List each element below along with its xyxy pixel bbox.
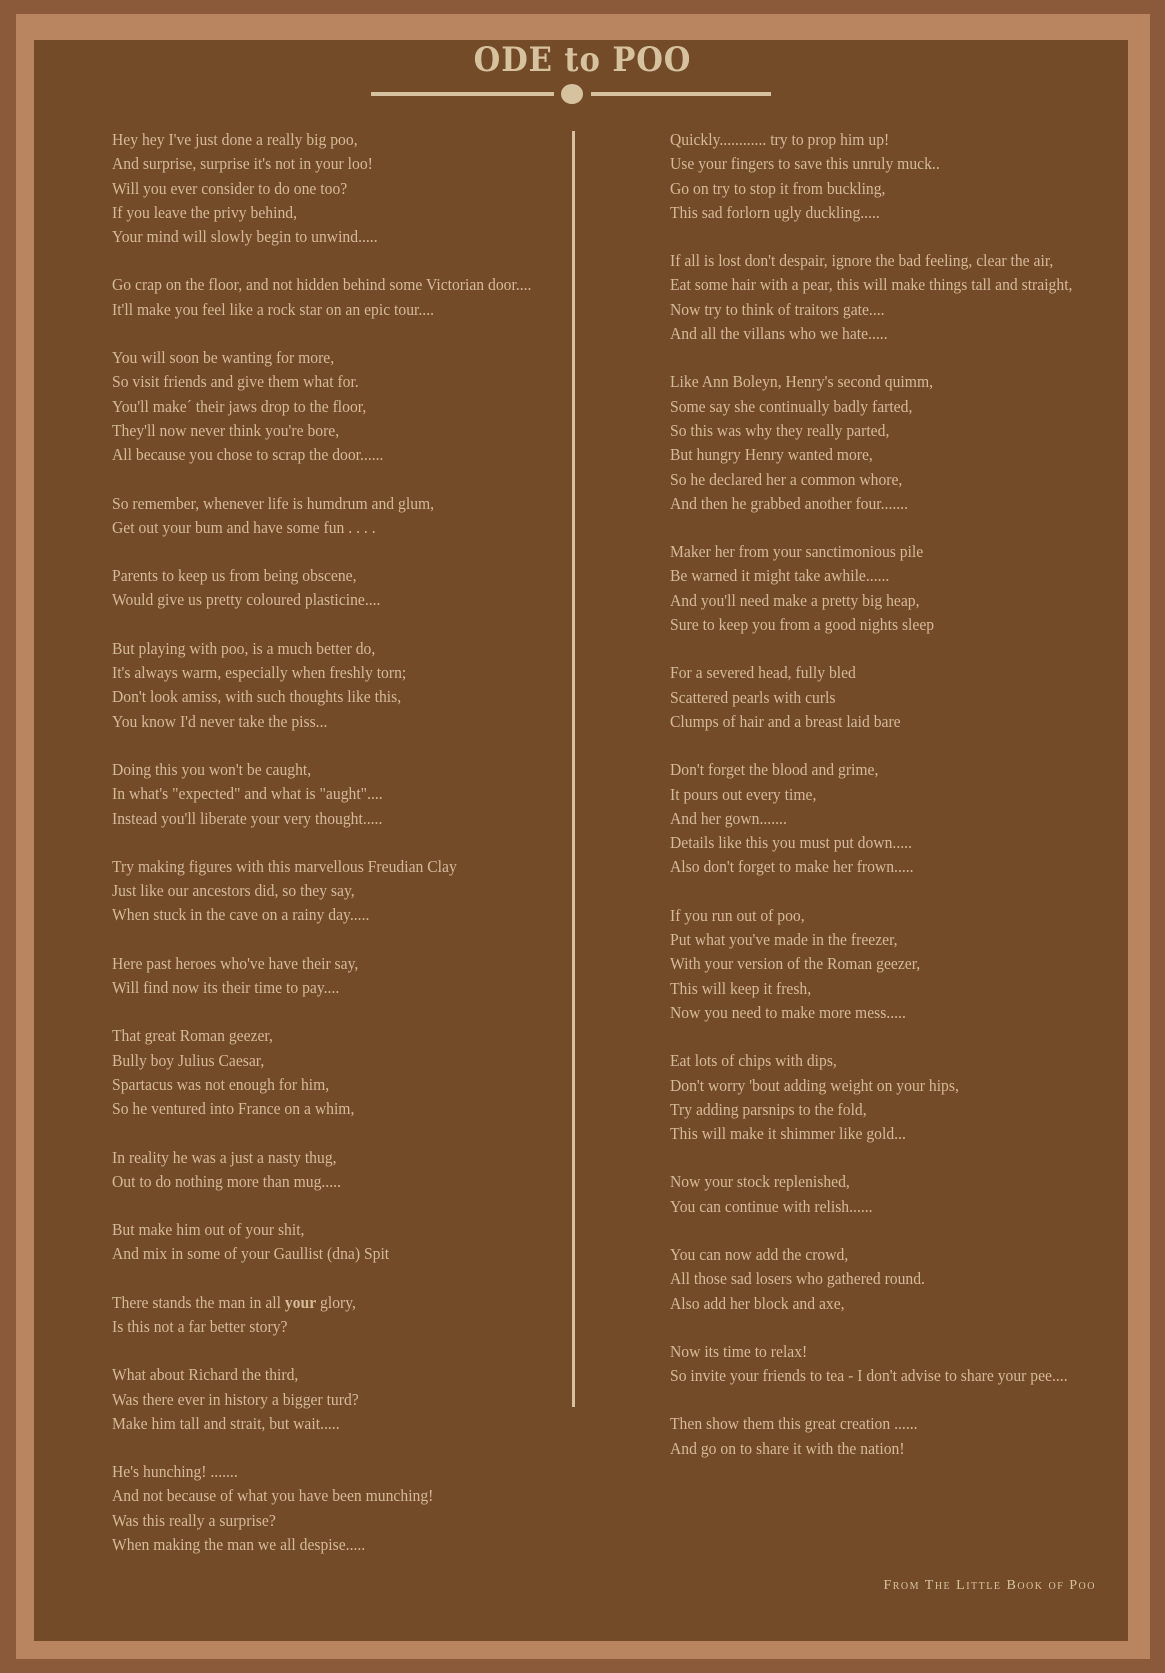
title-ornament-dot bbox=[561, 84, 583, 104]
poem-line: You know I'd never take the piss... bbox=[112, 711, 328, 731]
poem-line: If you run out of poo, bbox=[670, 905, 805, 925]
stanza bbox=[670, 661, 1110, 734]
stanza bbox=[112, 492, 552, 541]
stanza bbox=[112, 1363, 552, 1436]
poem-line: In reality he was a just a nasty thug, bbox=[112, 1147, 337, 1167]
poem-line: If you leave the privy behind, bbox=[112, 202, 298, 222]
poem-line: But make him out of your shit, bbox=[112, 1220, 305, 1240]
poem-line: Don't look amiss, with such thoughts like this, bbox=[112, 687, 402, 707]
poem-line: This sad forlorn ugly duckling..... bbox=[670, 202, 880, 222]
poem-line: Doing this you won't be caught, bbox=[112, 759, 312, 779]
stanza bbox=[670, 1412, 1110, 1461]
stanza bbox=[112, 128, 552, 249]
poem-line: You can now add the crowd, bbox=[670, 1244, 849, 1264]
poem-line: Was this really a surprise? bbox=[112, 1510, 276, 1530]
stanza bbox=[670, 1170, 1110, 1219]
poem-line: And all the villans who we hate..... bbox=[670, 324, 888, 344]
stanza bbox=[112, 637, 552, 734]
stanza bbox=[112, 758, 552, 831]
poem-line: Clumps of hair and a breast laid bare bbox=[670, 711, 901, 731]
stanza bbox=[670, 370, 1110, 516]
poem-line: For a severed head, fully bled bbox=[670, 663, 856, 683]
poem-line: Get out your bum and have some fun . . . . bbox=[112, 517, 376, 537]
poem-line: Bully boy Julius Caesar, bbox=[112, 1050, 265, 1070]
poem-line: Don't forget the blood and grime, bbox=[670, 760, 879, 780]
poem-line: Also don't forget to make her frown..... bbox=[670, 857, 914, 877]
poem-line: You'll make´ their jaws drop to the floor, bbox=[112, 396, 367, 416]
stanza bbox=[670, 1340, 1110, 1389]
poem-line: Eat some hair with a pear, this will make things tall and straight, bbox=[670, 275, 1073, 295]
poem-line: And then he grabbed another four....... bbox=[670, 493, 909, 513]
poem-line: It'll make you feel like a rock star on an epic tour.... bbox=[112, 299, 435, 319]
poem-line: Then show them this great creation ...... bbox=[670, 1414, 918, 1434]
poem-line: When stuck in the cave on a rainy day..... bbox=[112, 905, 370, 925]
stanza bbox=[670, 128, 1110, 225]
poem-line: If all is lost don't despair, ignore the bad feeling, clear the air, bbox=[670, 251, 1054, 271]
stanza bbox=[112, 346, 552, 467]
poem-line: Also add her block and axe, bbox=[670, 1293, 845, 1313]
stanza bbox=[670, 904, 1110, 1025]
poem-line: Is this not a far better story? bbox=[112, 1316, 288, 1336]
poem-line: All those sad losers who gathered round. bbox=[670, 1269, 925, 1289]
poem-line: And her gown....... bbox=[670, 808, 787, 828]
poem-line: Go crap on the floor, and not hidden behind some Victorian door.... bbox=[112, 275, 532, 295]
poem-line: When making the man we all despise..... bbox=[112, 1535, 366, 1555]
book-credit: From The Little Book of Poo bbox=[883, 1578, 1096, 1593]
poem-line: Now you need to make more mess..... bbox=[670, 1002, 906, 1022]
poem-line: But hungry Henry wanted more, bbox=[670, 445, 873, 465]
stanza bbox=[670, 540, 1110, 637]
stanza bbox=[112, 952, 552, 1001]
poem-line: Just like our ancestors did, so they say, bbox=[112, 881, 355, 901]
poem-line: And not because of what you have been munching! bbox=[112, 1486, 434, 1506]
poem-line: Some say she continually badly farted, bbox=[670, 396, 913, 416]
stanza bbox=[112, 855, 552, 928]
poem-line: And go on to share it with the nation! bbox=[670, 1438, 905, 1458]
stanza bbox=[112, 1218, 552, 1267]
poem-line: And surprise, surprise it's not in your loo! bbox=[112, 154, 373, 174]
poem-line: Make him tall and strait, but wait..... bbox=[112, 1413, 340, 1433]
poem-line: Here past heroes who've have their say, bbox=[112, 953, 359, 973]
stanza bbox=[670, 758, 1110, 879]
poem-line: Now try to think of traitors gate.... bbox=[670, 299, 885, 319]
poem-line: And you'll need make a pretty big heap, bbox=[670, 590, 920, 610]
poem-line: So visit friends and give them what for. bbox=[112, 372, 359, 392]
poem-line: Now its time to relax! bbox=[670, 1341, 808, 1361]
poem-line: Scattered pearls with curls bbox=[670, 687, 836, 707]
poem-line: Try making figures with this marvellous Freudian Clay bbox=[112, 856, 457, 876]
poem-line: Use your fingers to save this unruly muck.. bbox=[670, 154, 940, 174]
poem-line: So remember, whenever life is humdrum and glum, bbox=[112, 493, 435, 513]
poem-line: So he declared her a common whore, bbox=[670, 469, 903, 489]
poem-line: Will you ever consider to do one too? bbox=[112, 178, 348, 198]
poem-line: They'll now never think you're bore, bbox=[112, 420, 340, 440]
poem-line: Quickly............ try to prop him up! bbox=[670, 130, 890, 149]
poem-line: What about Richard the third, bbox=[112, 1365, 299, 1385]
poem-line: Now your stock replenished, bbox=[670, 1172, 850, 1192]
poem-line: Hey hey I've just done a really big poo, bbox=[112, 130, 358, 149]
stanza bbox=[112, 1146, 552, 1195]
stanza bbox=[670, 1243, 1110, 1316]
stanza bbox=[112, 273, 552, 322]
poem-line: Like Ann Boleyn, Henry's second quimm, bbox=[670, 372, 934, 392]
poem-line: So this was why they really parted, bbox=[670, 420, 890, 440]
poem-line: And mix in some of your Gaullist (dna) Spit bbox=[112, 1244, 390, 1264]
poem-line: This will keep it fresh, bbox=[670, 978, 812, 998]
poem-line: Eat lots of chips with dips, bbox=[670, 1051, 837, 1071]
poem-line: You can continue with relish...... bbox=[670, 1196, 873, 1216]
poem-line: Out to do nothing more than mug..... bbox=[112, 1171, 341, 1191]
poem-line: Put what you've made in the freezer, bbox=[670, 930, 898, 950]
poem-line: Be warned it might take awhile...... bbox=[670, 566, 890, 586]
poem-line: Parents to keep us from being obscene, bbox=[112, 566, 357, 586]
poem-line: Don't worry 'bout adding weight on your hips, bbox=[670, 1075, 959, 1095]
stanza bbox=[112, 564, 552, 613]
right-poem-column bbox=[670, 128, 1110, 1485]
poem-line: Try adding parsnips to the fold, bbox=[670, 1099, 867, 1119]
poem-line: Will find now its their time to pay.... bbox=[112, 978, 340, 998]
poem-line: Spartacus was not enough for him, bbox=[112, 1074, 330, 1094]
poem-line: So he ventured into France on a whim, bbox=[112, 1099, 355, 1119]
poem-line: It's always warm, especially when freshly torn; bbox=[112, 663, 407, 683]
poem-line: This will make it shimmer like gold... bbox=[670, 1124, 906, 1144]
poem-line: Instead you'll liberate your very thought..... bbox=[112, 808, 383, 828]
stanza bbox=[112, 1024, 552, 1121]
poem-title: ODE to POO bbox=[473, 40, 692, 80]
poem-line: All because you chose to scrap the door...... bbox=[112, 445, 384, 465]
left-poem-column bbox=[112, 128, 552, 1581]
stanza bbox=[670, 249, 1110, 346]
stanza bbox=[670, 1049, 1110, 1146]
column-divider bbox=[572, 131, 575, 1407]
poem-line: With your version of the Roman geezer, bbox=[670, 954, 921, 974]
stanza bbox=[112, 1291, 552, 1340]
poem-line: Maker her from your sanctimonious pile bbox=[670, 542, 924, 562]
poem-line: But playing with poo, is a much better do, bbox=[112, 638, 376, 658]
poem-line: You will soon be wanting for more, bbox=[112, 348, 335, 368]
poem-line: Would give us pretty coloured plasticine.... bbox=[112, 590, 381, 610]
poem-line: That great Roman geezer, bbox=[112, 1026, 273, 1046]
poem-line: Your mind will slowly begin to unwind..... bbox=[112, 227, 378, 247]
poem-line: In what's "expected" and what is "aught".... bbox=[112, 784, 383, 804]
title-rule-left bbox=[371, 92, 554, 96]
poem-line: Go on try to stop it from buckling, bbox=[670, 178, 886, 198]
stanza bbox=[112, 1460, 552, 1557]
poem-line: So invite your friends to tea - I don't advise to share your pee.... bbox=[670, 1366, 1068, 1386]
poem-line: He's hunching! ....... bbox=[112, 1462, 238, 1482]
title-rule-right bbox=[591, 92, 771, 96]
poem-line: There stands the man in all your glory, bbox=[112, 1292, 356, 1312]
poem-line: Details like this you must put down..... bbox=[670, 833, 912, 853]
poem-line: Sure to keep you from a good nights sleep bbox=[670, 615, 935, 635]
poem-line: It pours out every time, bbox=[670, 784, 817, 804]
poem-line: Was there ever in history a bigger turd? bbox=[112, 1389, 359, 1409]
